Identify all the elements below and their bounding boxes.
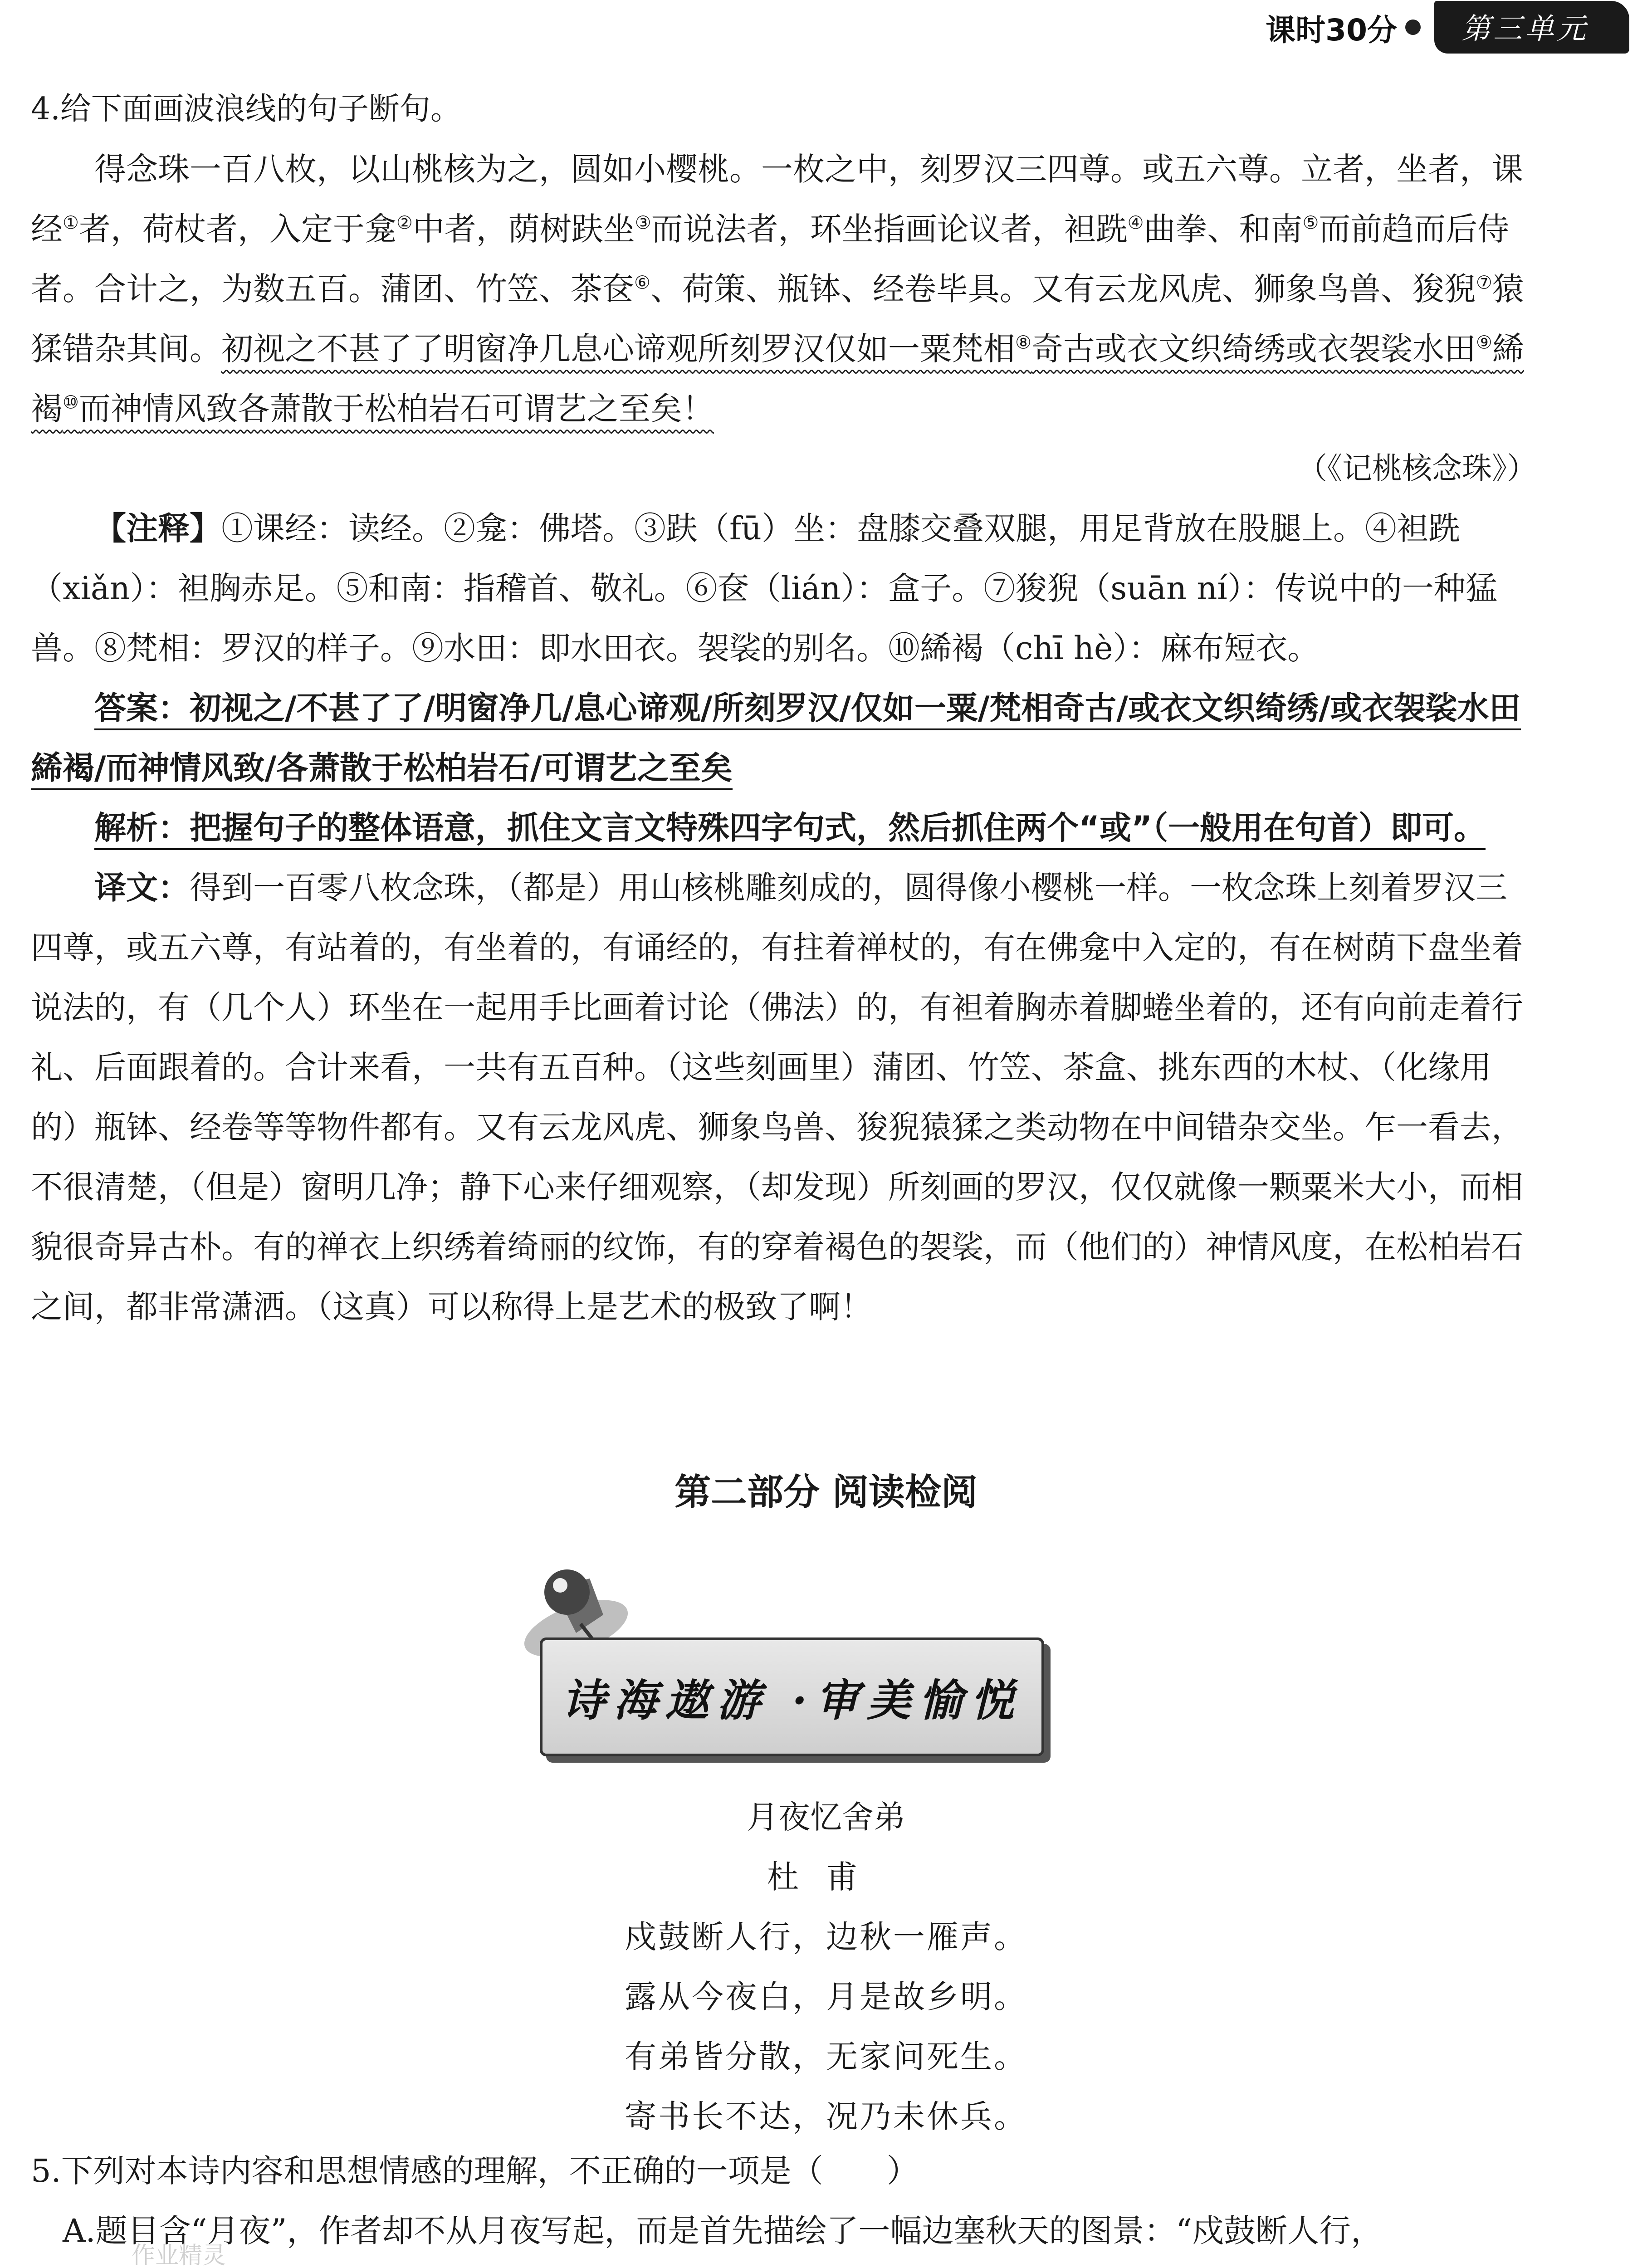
note-marker: ⑧ xyxy=(1015,332,1031,353)
passage-text: 中者，荫树趺坐 xyxy=(412,210,635,248)
poem-title: 月夜忆舍弟 xyxy=(747,1799,905,1836)
note-marker: ④ xyxy=(1127,212,1144,234)
passage-text: 得念珠一百八枚，以山桃核为之，圆如小樱桃。一枚之中，刻罗汉三四尊。或五六尊。立者，坐者，课经 xyxy=(31,151,1523,248)
section-title: 第二部分 阅读检阅 xyxy=(674,1471,978,1513)
note-marker: ⑦ xyxy=(1476,272,1492,293)
wavy-sentence xyxy=(31,330,1524,427)
q5-option-a: A.题目含“月夜”，作者却不从月夜写起，而是首先描绘了一幅边塞秋天的图景：“戍鼓断人行， xyxy=(63,2212,1383,2249)
translation xyxy=(31,858,1537,1337)
question-4 xyxy=(31,79,1537,1337)
banner-box xyxy=(540,1637,1044,1756)
note-marker: ⑥ xyxy=(634,272,650,293)
unit-badge: 第三单元 xyxy=(1434,1,1629,54)
q4-prompt: 4.给下面画波浪线的句子断句。 xyxy=(31,91,461,127)
page-header xyxy=(1266,0,1629,54)
question-5 xyxy=(31,2141,1537,2261)
analysis xyxy=(31,798,1537,858)
analysis-text: 解析：把握句子的整体语意，抓住文言文特殊四字句式，然后抓住两个“或”（一般用在句首）即可。 xyxy=(94,809,1486,850)
notes-text: ①课经：读经。②龛：佛塔。③趺（fū）坐：盘膝交叠双腿，用足背放在股腿上。④袒跣（xiǎn）：袒胸赤足。⑤和南：指稽首、敬礼。⑥奁（lián）：盒子。⑦狻猊（suān ní）：传说中的一种猛兽。⑧梵相：罗汉的样子。⑨水田：即水田衣。袈裟的别名。⑩絺褐（chī hè）：麻布短衣。 xyxy=(31,510,1497,667)
banner xyxy=(499,1560,1048,1760)
wavy-text: 奇古或衣文织绮绣或衣袈裟水田 xyxy=(1031,330,1476,367)
passage-source: （《记桃核念珠》） xyxy=(1297,451,1537,486)
poem-line: 寄书长不达，况乃未休兵。 xyxy=(625,2098,1027,2135)
wavy-text: 絺褐 xyxy=(31,330,1524,427)
note-marker: ① xyxy=(63,212,79,234)
passage-text: 者，荷杖者，入定于龛 xyxy=(78,210,396,248)
q5-prompt: 5.下列对本诗内容和思想情感的理解，不正确的一项是（ ） xyxy=(31,2152,919,2190)
note-marker: ⑩ xyxy=(63,392,79,413)
banner-text: 诗海遨游 ·审美愉悦 xyxy=(562,1674,1022,1726)
poem-line: 有弟皆分散，无家问死生。 xyxy=(625,2038,1027,2075)
passage-text: 而说法者，环坐指画论议者，袒跣 xyxy=(651,210,1128,248)
translation-text: 得到一百零八枚念珠，（都是）用山核桃雕刻成的，圆得像小樱桃一样。一枚念珠上刻着罗汉三四尊，或五六尊，有站着的，有坐着的，有诵经的，有拄着禅杖的，有在佛龛中入定的，有在树荫下盘坐着说法的，有（几个人）环坐在一起用手比画着讨论（佛法）的，有袒着胸赤着脚蜷坐着的，还有向前走着行礼、后面跟着的。合计来看，一共有五百种。（这些刻画里）蒲团、竹笠、茶盒、挑东西的木杖、（化缘用的）瓶钵、经卷等等物件都有。又有云龙风虎、狮象鸟兽、狻猊猿猱之类动物在中间错杂交坐。乍一看去，不很清楚，（但是）窗明几净；静下心来仔细观察，（却发现）所刻画的罗汉，仅仅就像一颗粟米大小，而相貌很奇异古朴。有的禅衣上织绣着绮丽的纹饰，有的穿着褐色的袈裟，而（他们的）神情风度，在松柏岩石之间，都非常潇洒。（这真）可以称得上是艺术的极致了啊！ xyxy=(31,869,1523,1325)
poem-line: 露从今夜白，月是故乡明。 xyxy=(625,1978,1027,2015)
poem-author: 杜甫 xyxy=(767,1858,885,1896)
note-marker: ③ xyxy=(635,212,651,234)
translation-label: 译文： xyxy=(94,869,190,906)
lesson-label xyxy=(1266,6,1421,49)
notes xyxy=(31,499,1537,678)
poem-line: 戍鼓断人行，边秋一雁声。 xyxy=(625,1918,1027,1955)
passage-text: 曲拳、和南 xyxy=(1144,210,1303,248)
notes-label: 【注释】 xyxy=(94,510,221,547)
watermark: 作业精灵 xyxy=(132,2242,226,2268)
q4-passage xyxy=(31,139,1537,439)
answer xyxy=(31,678,1537,798)
passage-text: 而前趋而后侍者。合计之，为数五百。蒲团、竹笠、茶奁 xyxy=(31,210,1510,308)
passage-text: 猿猱错杂其间。 xyxy=(31,270,1524,367)
poem xyxy=(0,1787,1652,2146)
wavy-text: 而神情风致各萧散于松柏岩石可谓艺之至矣！ xyxy=(78,390,714,427)
lesson-text: 课时30分 xyxy=(1266,12,1397,48)
clock-icon xyxy=(1405,20,1421,35)
note-marker: ⑨ xyxy=(1476,332,1492,353)
note-marker: ⑤ xyxy=(1302,212,1319,234)
note-marker: ② xyxy=(396,212,413,234)
passage-text: 、荷策、瓶钵、经卷毕具。又有云龙风虎、狮象鸟兽、狻猊 xyxy=(650,270,1476,308)
answer-text: 答案：初视之/不甚了了/明窗净几/息心谛观/所刻罗汉/仅如一粟/梵相奇古/或衣文织绮绣/或衣袈裟水田絺褐/而神情风致/各萧散于松柏岩石/可谓艺之至矣 xyxy=(31,689,1521,790)
wavy-text: 初视之不甚了了明窗净几息心谛观所刻罗汉仅如一粟梵相 xyxy=(221,330,1015,367)
